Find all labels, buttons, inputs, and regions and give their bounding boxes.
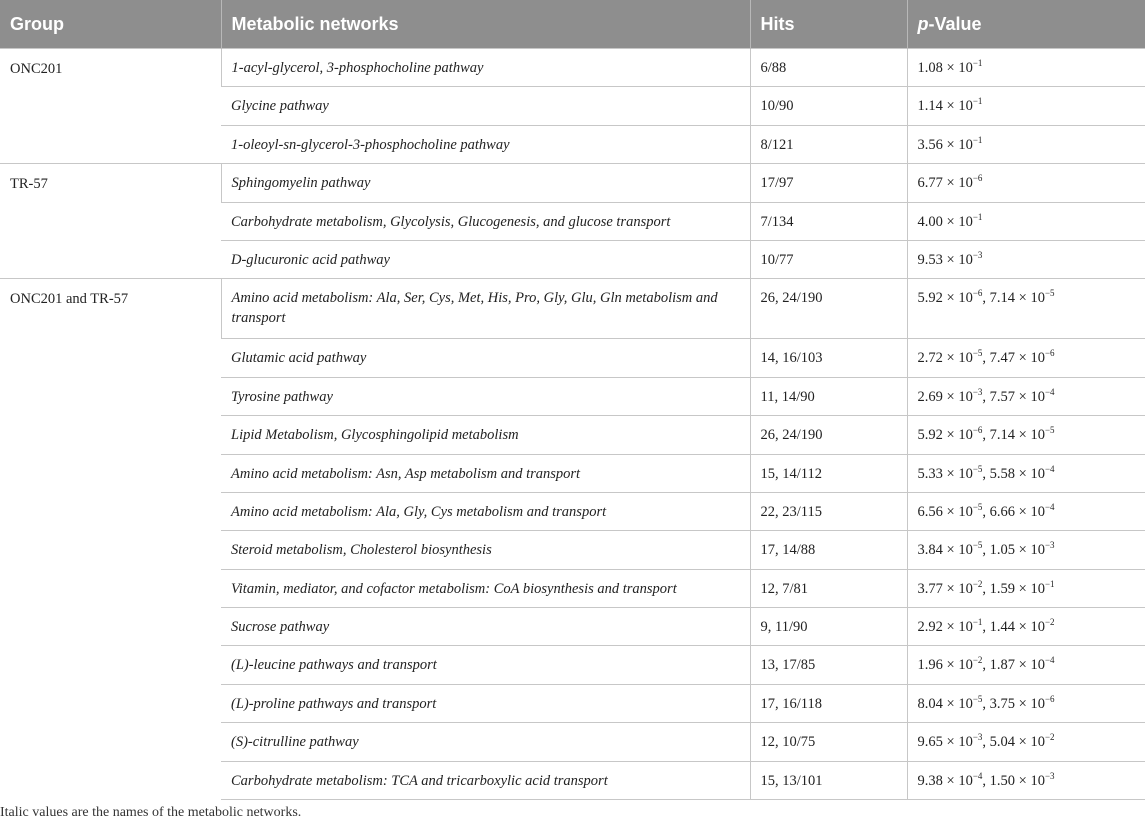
pvalue-exponent: −6	[972, 288, 983, 299]
network-name-cell: Sphingomyelin pathway	[221, 164, 750, 202]
pvalue-times: ×	[1018, 427, 1027, 444]
pvalue-base: 10	[958, 734, 973, 751]
pvalue-separator: ,	[982, 734, 990, 751]
pvalue-cell	[907, 684, 1145, 722]
pvalue-times: ×	[1018, 350, 1027, 367]
network-name-cell: 1-oleoyl-sn-glycerol-3-phosphocholine pathway	[221, 125, 750, 163]
pvalue-base: 10	[958, 350, 973, 367]
table-row	[0, 279, 1145, 339]
hits-cell: 17, 16/118	[750, 684, 907, 722]
pvalue-exponent: −6	[1044, 694, 1055, 705]
network-name-cell: Steroid metabolism, Cholesterol biosynthesis	[221, 531, 750, 569]
hits-cell: 9, 11/90	[750, 608, 907, 646]
pvalue-cell	[907, 416, 1145, 454]
pvalue-times: ×	[946, 350, 955, 367]
pvalue-times: ×	[1018, 695, 1027, 712]
pvalue-separator: ,	[982, 427, 990, 444]
pvalue-times: ×	[946, 427, 955, 444]
pvalue-exponent: −5	[972, 463, 983, 474]
pvalue-exponent: −6	[972, 173, 983, 184]
pvalue-times: ×	[1018, 503, 1027, 520]
group-cell: TR-57	[0, 164, 221, 279]
table-footnote: Italic values are the names of the metabolic networks.	[0, 805, 302, 821]
pvalue-separator: ,	[982, 350, 990, 367]
pvalue-exponent: −4	[1044, 502, 1055, 513]
pvalue-times: ×	[1018, 657, 1027, 674]
pvalue-separator: ,	[982, 772, 990, 789]
pvalue-mantissa: 1.08	[917, 60, 943, 76]
pvalue-times: ×	[946, 251, 955, 268]
pvalue-exponent: −3	[1044, 540, 1055, 551]
pvalue-exponent: −3	[1044, 770, 1055, 781]
pvalue-cell	[907, 454, 1145, 492]
pvalue-cell	[907, 646, 1145, 684]
pvalue-exponent: −6	[972, 425, 983, 436]
pvalue-mantissa: 5.04	[989, 734, 1016, 751]
pvalue-cell	[907, 569, 1145, 607]
pvalue-times: ×	[946, 772, 955, 789]
pvalue-base: 10	[1030, 734, 1045, 751]
pvalue-exponent: −1	[972, 58, 983, 69]
header-pvalue-italic: p	[917, 13, 929, 34]
pvalue-mantissa: 2.72	[917, 350, 943, 367]
pvalue-mantissa: 3.75	[989, 695, 1016, 712]
pvalue-cell	[907, 49, 1145, 87]
pvalue-base: 10	[1030, 290, 1045, 307]
pvalue-mantissa: 5.92	[917, 427, 943, 444]
pvalue-times: ×	[946, 580, 955, 597]
pvalue-mantissa: 8.04	[917, 695, 943, 712]
network-name-cell: Amino acid metabolism: Ala, Gly, Cys metabolism and transport	[221, 492, 750, 530]
pvalue-base: 10	[958, 136, 973, 153]
pvalue-mantissa: 2.92	[917, 619, 943, 636]
pvalue-cell	[907, 608, 1145, 646]
hits-cell: 8/121	[750, 125, 907, 163]
pvalue-mantissa: 1.59	[989, 580, 1016, 597]
pvalue-mantissa: 9.65	[917, 734, 943, 751]
network-name-cell: Carbohydrate metabolism, Glycolysis, Glucogenesis, and glucose transport	[221, 202, 750, 240]
pvalue-cell	[907, 125, 1145, 163]
pvalue-separator: ,	[982, 657, 990, 674]
pvalue-base: 10	[1030, 388, 1045, 405]
hits-cell: 11, 14/90	[750, 377, 907, 415]
network-name-cell: D-glucuronic acid pathway	[221, 240, 750, 278]
pvalue-times: ×	[1018, 465, 1027, 482]
pvalue-mantissa: 1.96	[917, 657, 943, 674]
header-group: Group	[0, 0, 221, 49]
pvalue-exponent: −2	[972, 578, 983, 589]
pvalue-exponent: −5	[972, 540, 983, 551]
hits-cell: 15, 13/101	[750, 761, 907, 799]
header-pvalue-rest: -Value	[928, 13, 982, 34]
pvalue-cell	[907, 164, 1145, 202]
table-row	[0, 164, 1145, 202]
pvalue-exponent: −5	[972, 348, 983, 359]
pvalue-base: 10	[1030, 657, 1045, 674]
pvalue-mantissa: 6.56	[917, 503, 943, 520]
network-name-cell: (L)-proline pathways and transport	[221, 684, 750, 722]
pvalue-cell	[907, 279, 1145, 339]
pvalue-exponent: −2	[1044, 732, 1055, 743]
pvalue-exponent: −2	[972, 655, 983, 666]
pvalue-times: ×	[946, 619, 955, 636]
pvalue-mantissa: 7.14	[989, 427, 1016, 444]
pvalue-times: ×	[1018, 388, 1027, 405]
pvalue-base: 10	[958, 98, 973, 115]
pvalue-times: ×	[946, 60, 955, 76]
pvalue-separator: ,	[982, 580, 990, 597]
network-name-cell: Sucrose pathway	[221, 608, 750, 646]
header-hits: Hits	[750, 0, 907, 49]
pvalue-base: 10	[958, 60, 973, 76]
pvalue-base: 10	[958, 465, 973, 482]
hits-cell: 17/97	[750, 164, 907, 202]
pvalue-times: ×	[946, 290, 955, 307]
pvalue-times: ×	[946, 175, 955, 192]
pvalue-mantissa: 1.14	[917, 98, 943, 115]
pvalue-mantissa: 1.05	[989, 542, 1016, 559]
hits-cell: 10/90	[750, 87, 907, 125]
pvalue-base: 10	[1030, 350, 1045, 367]
pvalue-mantissa: 1.44	[989, 619, 1016, 636]
pvalue-mantissa: 3.77	[917, 580, 943, 597]
pvalue-separator: ,	[982, 695, 990, 712]
network-name-cell: Lipid Metabolism, Glycosphingolipid metabolism	[221, 416, 750, 454]
pvalue-mantissa: 5.33	[917, 465, 943, 482]
pvalue-cell	[907, 377, 1145, 415]
pvalue-cell	[907, 240, 1145, 278]
hits-cell: 26, 24/190	[750, 416, 907, 454]
network-name-cell: Carbohydrate metabolism: TCA and tricarboxylic acid transport	[221, 761, 750, 799]
pvalue-exponent: −5	[972, 502, 983, 513]
pvalue-cell	[907, 202, 1145, 240]
pvalue-mantissa: 9.38	[917, 772, 943, 789]
pvalue-exponent: −5	[1044, 425, 1055, 436]
hits-cell: 12, 7/81	[750, 569, 907, 607]
network-name-cell: (L)-leucine pathways and transport	[221, 646, 750, 684]
pvalue-times: ×	[1018, 542, 1027, 559]
pvalue-times: ×	[946, 213, 955, 230]
pvalue-mantissa: 3.56	[917, 136, 943, 153]
pvalue-base: 10	[958, 427, 973, 444]
hits-cell: 12, 10/75	[750, 723, 907, 761]
group-cell: ONC201 and TR-57	[0, 279, 221, 800]
pvalue-separator: ,	[982, 290, 990, 307]
header-row	[0, 0, 1145, 49]
network-name-cell: Amino acid metabolism: Asn, Asp metabolism and transport	[221, 454, 750, 492]
pvalue-mantissa: 6.66	[989, 503, 1016, 520]
hits-cell: 14, 16/103	[750, 339, 907, 377]
pvalue-mantissa: 7.57	[989, 388, 1016, 405]
pvalue-base: 10	[1030, 427, 1045, 444]
pvalue-separator: ,	[982, 619, 990, 636]
pvalue-base: 10	[958, 695, 973, 712]
pvalue-base: 10	[1030, 619, 1045, 636]
pvalue-mantissa: 3.84	[917, 542, 943, 559]
pvalue-mantissa: 5.58	[989, 465, 1016, 482]
network-name-cell: (S)-citrulline pathway	[221, 723, 750, 761]
pvalue-cell	[907, 761, 1145, 799]
table-row	[0, 49, 1145, 87]
network-name-cell: Vitamin, mediator, and cofactor metabolism: CoA biosynthesis and transport	[221, 569, 750, 607]
pvalue-exponent: −6	[1044, 348, 1055, 359]
pvalue-times: ×	[1018, 734, 1027, 751]
pvalue-exponent: −5	[1044, 288, 1055, 299]
network-name-cell: Glutamic acid pathway	[221, 339, 750, 377]
pvalue-times: ×	[946, 465, 955, 482]
pvalue-times: ×	[946, 542, 955, 559]
network-name-cell: Amino acid metabolism: Ala, Ser, Cys, Met, His, Pro, Gly, Glu, Gln metabolism and transport	[221, 279, 750, 339]
pvalue-mantissa: 1.50	[989, 772, 1016, 789]
pvalue-mantissa: 5.92	[917, 290, 943, 307]
pvalue-base: 10	[1030, 542, 1045, 559]
hits-cell: 6/88	[750, 49, 907, 87]
pvalue-base: 10	[958, 290, 973, 307]
pvalue-times: ×	[946, 98, 955, 115]
table-header	[0, 0, 1145, 49]
header-pvalue	[907, 0, 1145, 49]
hits-cell: 10/77	[750, 240, 907, 278]
pvalue-exponent: −3	[972, 386, 983, 397]
pvalue-exponent: −1	[1044, 578, 1055, 589]
pvalue-times: ×	[1018, 290, 1027, 307]
table-body	[0, 49, 1145, 800]
pvalue-cell	[907, 492, 1145, 530]
pvalue-mantissa: 9.53	[917, 251, 943, 268]
pvalue-base: 10	[958, 213, 973, 230]
pvalue-separator: ,	[982, 503, 990, 520]
pvalue-mantissa: 6.77	[917, 175, 943, 192]
pvalue-exponent: −3	[972, 732, 983, 743]
pvalue-times: ×	[946, 388, 955, 405]
pvalue-base: 10	[958, 388, 973, 405]
pvalue-exponent: −3	[972, 250, 983, 261]
pvalue-mantissa: 7.47	[989, 350, 1016, 367]
pvalue-exponent: −4	[1044, 655, 1055, 666]
pvalue-base: 10	[1030, 772, 1045, 789]
pvalue-times: ×	[946, 657, 955, 674]
pvalue-base: 10	[958, 542, 973, 559]
hits-cell: 15, 14/112	[750, 454, 907, 492]
pvalue-base: 10	[958, 772, 973, 789]
pvalue-exponent: −4	[1044, 386, 1055, 397]
network-name-cell: 1-acyl-glycerol, 3-phosphocholine pathway	[221, 49, 750, 87]
pvalue-base: 10	[958, 251, 973, 268]
pvalue-mantissa: 2.69	[917, 388, 943, 405]
group-cell: ONC201	[0, 49, 221, 164]
pvalue-base: 10	[958, 503, 973, 520]
pvalue-base: 10	[958, 657, 973, 674]
pvalue-exponent: −4	[1044, 463, 1055, 474]
hits-cell: 7/134	[750, 202, 907, 240]
pvalue-exponent: −5	[972, 694, 983, 705]
header-networks: Metabolic networks	[221, 0, 750, 49]
hits-cell: 22, 23/115	[750, 492, 907, 530]
pvalue-mantissa: 7.14	[989, 290, 1016, 307]
pvalue-times: ×	[946, 734, 955, 751]
pvalue-separator: ,	[982, 388, 990, 405]
pvalue-exponent: −4	[972, 770, 983, 781]
hits-cell: 13, 17/85	[750, 646, 907, 684]
pvalue-times: ×	[1018, 619, 1027, 636]
pvalue-separator: ,	[982, 465, 990, 482]
hits-cell: 26, 24/190	[750, 279, 907, 339]
pvalue-times: ×	[946, 503, 955, 520]
pvalue-exponent: −1	[972, 134, 983, 145]
pvalue-base: 10	[958, 580, 973, 597]
pvalue-base: 10	[1030, 503, 1045, 520]
pvalue-times: ×	[946, 695, 955, 712]
pvalue-base: 10	[958, 619, 973, 636]
pvalue-base: 10	[1030, 695, 1045, 712]
pvalue-base: 10	[1030, 580, 1045, 597]
pvalue-exponent: −1	[972, 617, 983, 628]
pvalue-mantissa: 1.87	[989, 657, 1016, 674]
pvalue-mantissa: 4.00	[917, 213, 943, 230]
pvalue-exponent: −2	[1044, 617, 1055, 628]
pvalue-cell	[907, 339, 1145, 377]
network-name-cell: Tyrosine pathway	[221, 377, 750, 415]
pvalue-times: ×	[946, 136, 955, 153]
pvalue-separator: ,	[982, 542, 990, 559]
network-name-cell: Glycine pathway	[221, 87, 750, 125]
pvalue-base: 10	[958, 175, 973, 192]
pvalue-base: 10	[1030, 465, 1045, 482]
pvalue-cell	[907, 531, 1145, 569]
hits-cell: 17, 14/88	[750, 531, 907, 569]
pvalue-exponent: −1	[972, 211, 983, 222]
pvalue-cell	[907, 723, 1145, 761]
pvalue-exponent: −1	[972, 96, 983, 107]
pvalue-times: ×	[1018, 580, 1027, 597]
pvalue-times: ×	[1018, 772, 1027, 789]
pvalue-cell	[907, 87, 1145, 125]
